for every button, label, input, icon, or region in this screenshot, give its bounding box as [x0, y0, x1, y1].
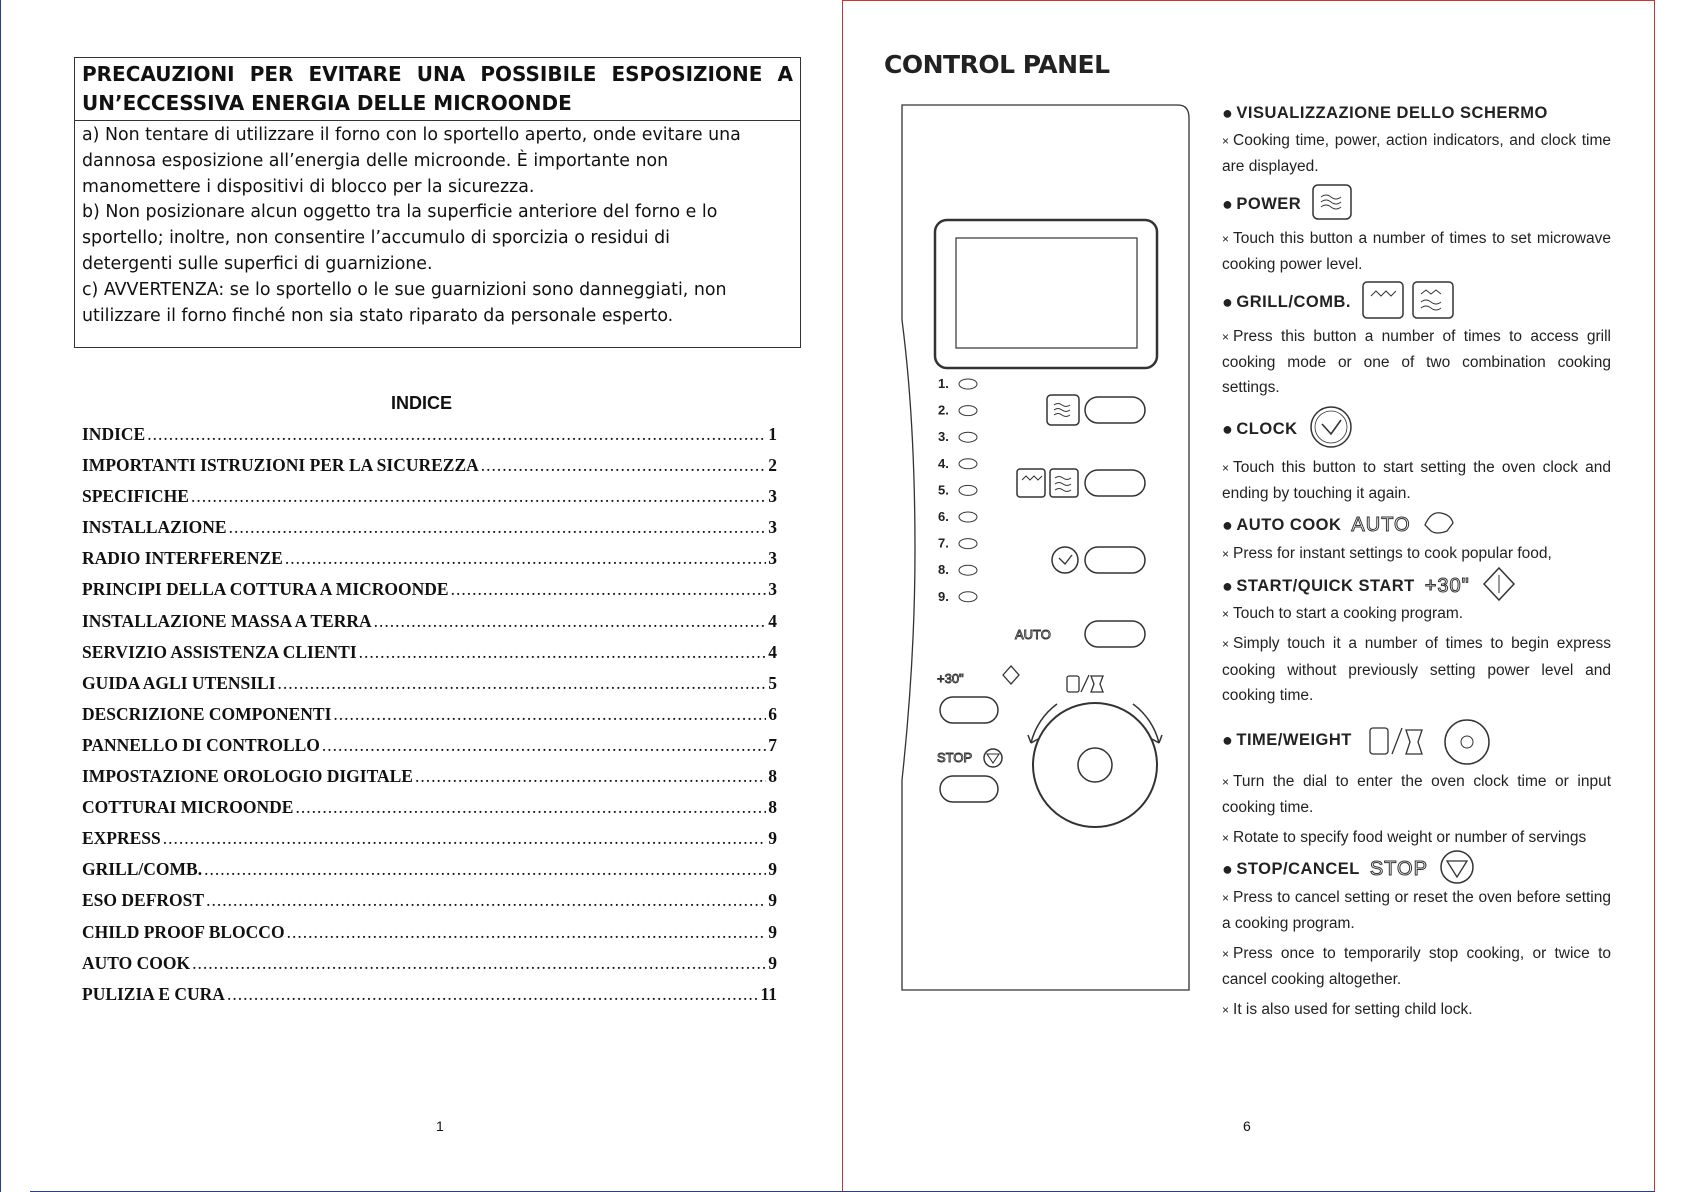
clock-button [1085, 547, 1145, 573]
toc-leader-dots [206, 890, 766, 911]
grill-icon-box [1017, 469, 1045, 497]
cross-bullet-icon: × [1222, 460, 1230, 475]
warning-title [75, 58, 800, 121]
toc-entry[interactable] [82, 704, 777, 735]
control-section-text: × Press this button a number of times to access grill cooking mode or one of two combination cooking settings. [1222, 327, 1611, 397]
control-section-heading [1222, 713, 1611, 769]
cross-bullet-icon: × [1222, 329, 1230, 344]
auto-label: AUTO [1015, 627, 1051, 642]
toc-entry[interactable] [82, 984, 777, 1015]
toc-entry[interactable] [82, 642, 777, 673]
toc-entry[interactable] [82, 611, 777, 642]
toc-entry-page: 9 [768, 828, 777, 849]
toc-leader-dots [192, 953, 766, 974]
toc-entry[interactable] [82, 890, 777, 921]
control-section-heading [1222, 184, 1611, 226]
plus30-label: +30" [937, 671, 964, 686]
auto-menu-number: 5. [938, 482, 949, 498]
toc-entry-page: 1 [768, 424, 777, 444]
food-icon [959, 485, 977, 495]
warning-title-line-2: UN’ECCESSIVA ENERGIA DELLE MICROONDE [82, 91, 572, 115]
toc-leader-dots [204, 859, 766, 880]
warning-line: manomettere i dispositivi di blocco per la sicurezza. [82, 176, 535, 197]
toc-entry-label: DESCRIZIONE COMPONENTI [82, 703, 332, 724]
control-section-text: × Rotate to specify food weight or number of servings [1222, 828, 1587, 846]
toc-entry-label: SPECIFICHE [82, 486, 189, 507]
toc-entry[interactable] [82, 424, 777, 455]
auto-menu-number: 4. [938, 455, 949, 471]
toc-entry[interactable] [82, 673, 777, 704]
control-section-text: × It is also used for setting child lock. [1222, 1000, 1473, 1018]
cross-bullet-icon: × [1222, 890, 1230, 905]
control-section-title: TIME/WEIGHT [1236, 731, 1352, 750]
toc-entry-page: 3 [768, 486, 777, 507]
toc-leader-dots [285, 548, 766, 569]
control-section-text: × Press once to temporarily stop cooking, or twice to cancel cooking altogether. [1222, 944, 1611, 989]
toc-entry-label: PULIZIA E CURA [82, 983, 225, 1004]
toc-leader-dots [481, 455, 766, 476]
toc-entry-page: 7 [768, 734, 777, 755]
toc-leader-dots [333, 704, 766, 725]
toc-leader-dots [278, 673, 767, 694]
toc-entry[interactable] [82, 859, 777, 890]
bullet-icon: ● [1222, 730, 1234, 751]
toc-entry[interactable] [82, 517, 777, 548]
time-weight-dial-icon [1362, 708, 1502, 773]
toc-entry-page: 9 [768, 921, 777, 942]
toc-entry[interactable] [82, 797, 777, 828]
grill-combo-icon [1361, 280, 1457, 325]
cross-bullet-icon: × [1222, 134, 1230, 148]
warning-title-word: UNA [416, 62, 466, 86]
toc-entry-label: INDICE [82, 424, 146, 444]
toc-entry[interactable] [82, 953, 777, 984]
time-weight-dial [1033, 703, 1157, 827]
cross-bullet-icon: × [1222, 830, 1230, 845]
auto-cook-icon [1421, 507, 1457, 544]
control-section-text: × Turn the dial to enter the oven clock time or input cooking time. [1222, 772, 1611, 817]
toc-entry[interactable] [82, 486, 777, 517]
warning-title-word: A [777, 62, 793, 86]
auto-menu-number: 8. [938, 562, 949, 578]
auto-menu-number: 7. [938, 535, 949, 551]
cross-bullet-icon: × [1222, 546, 1230, 561]
bullet-icon: ● [1222, 194, 1234, 215]
toc-leader-dots [415, 766, 766, 787]
combi-icon-box [1050, 469, 1078, 497]
stop-icon [984, 749, 1002, 767]
control-section-text: × Touch to start a cooking program. [1222, 605, 1464, 623]
toc-entry-label: COTTURAI MICROONDE [82, 797, 294, 818]
toc-entry[interactable] [82, 735, 777, 766]
toc-leader-dots [227, 984, 759, 1005]
auto-menu-list [938, 376, 977, 604]
toc-entry-label: GRILL/COMB. [82, 859, 203, 880]
toc-leader-dots [191, 486, 766, 507]
toc-entry-label: PRINCIPI DELLA COTTURA A MICROONDE [82, 579, 449, 600]
microwave-power-icon [1311, 183, 1353, 226]
toc-leader-dots [287, 922, 767, 943]
toc-entry-label: INSTALLAZIONE MASSA A TERRA [82, 610, 372, 631]
toc-entry-page: 9 [768, 890, 777, 911]
clock-icon [1308, 404, 1354, 455]
control-section-heading [1222, 98, 1611, 128]
toc-entry-page: 2 [768, 455, 777, 476]
control-section-title: POWER [1236, 195, 1302, 214]
control-section-title: VISUALIZZAZIONE DELLO SCHERMO [1236, 103, 1548, 122]
toc-leader-dots [359, 642, 767, 663]
control-panel-title: CONTROL PANEL [884, 50, 1110, 79]
warning-title-word: POSSIBILE [480, 62, 597, 86]
display-screen [956, 238, 1137, 348]
toc-entry[interactable] [82, 548, 777, 579]
toc-entry[interactable] [82, 766, 777, 797]
toc-leader-dots [451, 579, 767, 600]
toc-entry[interactable] [82, 828, 777, 859]
icon-text-label: +30" [1424, 574, 1470, 597]
food-icon [959, 539, 977, 549]
toc-entry-page: 11 [760, 983, 777, 1004]
control-section-title: GRILL/COMB. [1236, 293, 1351, 312]
control-section-heading [1222, 571, 1611, 601]
toc-leader-dots [295, 797, 766, 818]
toc-entry-label: IMPORTANTI ISTRUZIONI PER LA SICUREZZA [82, 455, 479, 476]
start-button [940, 697, 998, 723]
toc-entry[interactable] [82, 922, 777, 953]
auto-menu-number: 6. [938, 509, 949, 524]
food-icon [959, 459, 977, 469]
auto-menu-number: 9. [938, 588, 949, 604]
page-number-left: 1 [436, 1118, 444, 1134]
warning-line: utilizzare il forno finché non sia stato riparato da personale esperto. [82, 305, 674, 326]
auto-cook-button [1085, 621, 1145, 647]
icon-text-label: STOP [1369, 858, 1428, 881]
icon-text-label: AUTO [1351, 514, 1411, 537]
warning-line: detergenti sulle superfici di guarnizione. [82, 253, 433, 274]
food-icon [959, 379, 977, 389]
toc-entry-label: RADIO INTERFERENZE [82, 548, 283, 569]
warning-box [74, 57, 801, 348]
toc-entry-label: CHILD PROOF BLOCCO [82, 921, 285, 942]
control-section-text: × Touch this button to start setting the oven clock and ending by touching it again. [1222, 458, 1611, 503]
dial-center [1078, 748, 1112, 782]
toc-leader-dots [147, 424, 766, 445]
index-title: INDICE [390, 393, 452, 413]
power-button [1085, 397, 1145, 423]
toc-entry-page: 4 [768, 641, 777, 662]
control-section-title: START/QUICK START [1236, 576, 1415, 595]
toc-entry-page: 8 [768, 797, 777, 818]
power-icon-box [1047, 395, 1079, 425]
page-number-right: 6 [1243, 1118, 1251, 1134]
warning-line: dannosa esposizione all’energia delle microonde. È importante non [82, 150, 669, 171]
control-section-heading [1222, 282, 1611, 324]
control-section-title: AUTO COOK [1236, 516, 1342, 535]
toc-entry-page: 6 [768, 703, 777, 724]
toc-leader-dots [374, 611, 767, 632]
warning-title-word: EVITARE [308, 62, 402, 86]
cross-bullet-icon: × [1222, 231, 1230, 246]
cross-bullet-icon: × [1222, 607, 1230, 622]
warning-body [75, 121, 800, 331]
bullet-icon: ● [1222, 102, 1234, 123]
toc-entry-page: 5 [768, 672, 777, 693]
toc-leader-dots [229, 517, 767, 538]
toc-entry-page: 9 [768, 859, 777, 880]
auto-menu-number: 2. [938, 402, 949, 418]
control-section-title: STOP/CANCEL [1236, 860, 1360, 879]
bullet-icon: ● [1222, 859, 1234, 880]
bullet-icon: ● [1222, 419, 1234, 440]
cross-bullet-icon: × [1222, 1002, 1230, 1017]
toc-entry[interactable] [82, 579, 777, 610]
toc-entry-label: IMPOSTAZIONE OROLOGIO DIGITALE [82, 766, 413, 787]
control-section-title: CLOCK [1236, 420, 1298, 439]
warning-title-line-1 [82, 60, 793, 89]
control-panel-diagram [895, 100, 1195, 1000]
warning-title-word: PER [249, 62, 294, 86]
auto-menu-number: 1. [938, 376, 949, 391]
grill-combo-button [1085, 470, 1145, 496]
control-section-text: × Touch this button a number of times to set microwave cooking power level. [1222, 229, 1611, 274]
food-icon [959, 592, 977, 602]
auto-menu-number: 3. [938, 429, 949, 445]
clock-icon [1052, 547, 1078, 573]
display-frame [935, 220, 1157, 368]
toc-entry-page: 9 [768, 952, 777, 973]
food-icon [959, 512, 977, 522]
table-of-contents [82, 424, 777, 1015]
control-section-heading [1222, 855, 1611, 885]
toc-entry-label: ESO DEFROST [82, 890, 205, 911]
toc-entry-label: INSTALLAZIONE [82, 517, 227, 538]
warning-line: sportello; inoltre, non consentire l’accumulo di sporcizia o residui di [82, 228, 671, 249]
toc-entry-page: 8 [768, 766, 777, 787]
cross-bullet-icon: × [1222, 637, 1230, 652]
toc-entry-label: SERVIZIO ASSISTENZA CLIENTI [82, 641, 357, 662]
toc-leader-dots [163, 828, 766, 849]
bullet-icon: ● [1222, 515, 1234, 536]
warning-line: c) AVVERTENZA: se lo sportello o le sue guarnizioni sono danneggiati, non [82, 279, 727, 300]
toc-entry-page: 4 [768, 610, 777, 631]
toc-entry-label: GUIDA AGLI UTENSILI [82, 672, 276, 693]
toc-entry-label: AUTO COOK [82, 952, 191, 973]
control-section-text: × Cooking time, power, action indicators, and clock time are displayed. [1222, 132, 1611, 176]
start-icon [1480, 565, 1518, 608]
stop-button [940, 776, 998, 802]
bullet-icon: ● [1222, 292, 1234, 313]
food-icon [959, 406, 977, 416]
cross-bullet-icon: × [1222, 946, 1230, 961]
toc-entry-label: EXPRESS [82, 828, 161, 849]
warning-line: a) Non tentare di utilizzare il forno con lo sportello aperto, onde evitare una [82, 125, 741, 145]
control-section-text: × Press to cancel setting or reset the oven before setting a cooking program. [1222, 888, 1611, 933]
warning-title-word: PRECAUZIONI [82, 62, 235, 86]
toc-entry[interactable] [82, 455, 777, 486]
stop-label: STOP [937, 750, 973, 765]
bullet-icon: ● [1222, 575, 1234, 596]
toc-entry-page: 3 [768, 517, 777, 538]
control-section-text: × Press for instant settings to cook popular food, [1222, 544, 1552, 562]
food-icon [959, 565, 977, 575]
toc-entry-page: 3 [768, 579, 777, 600]
control-section-heading [1222, 405, 1611, 455]
cross-bullet-icon: × [1222, 774, 1230, 789]
toc-entry-label: PANNELLO DI CONTROLLO [82, 734, 320, 755]
toc-entry-page: 3 [768, 548, 777, 569]
toc-leader-dots [322, 735, 766, 756]
warning-title-word: ESPOSIZIONE [611, 62, 763, 86]
control-descriptions [1222, 98, 1611, 1027]
warning-line: b) Non posizionare alcun oggetto tra la superficie anteriore del forno e lo [82, 202, 718, 223]
control-section-heading [1222, 511, 1611, 541]
food-icon [959, 432, 977, 442]
control-section-text: × Simply touch it a number of times to begin express cooking without previously setting power level and cooking time. [1222, 635, 1611, 705]
